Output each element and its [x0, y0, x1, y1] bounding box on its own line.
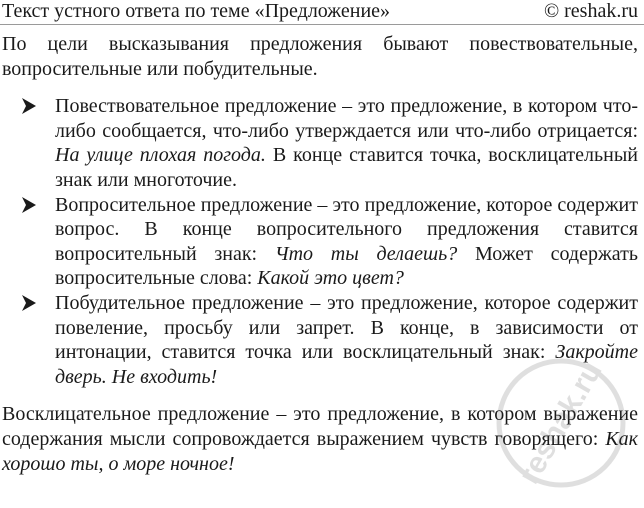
- outro-example: Как хорошо ты, о море ночное!: [2, 427, 638, 475]
- item-text-continued: В конце ставится точка, восклицательный знак или многоточие.: [55, 144, 638, 191]
- item-text: Побудительное предложение – это предложение, которое содержит повеление, просьбу или запрет. В конце, в зависимости от интонации, ставится точка или восклицательный знак:: [55, 291, 638, 364]
- header-divider: [0, 24, 644, 25]
- page-title: Текст устного ответа по теме «Предложение»: [2, 0, 391, 22]
- item-text: Повествовательное предложение – это предложение, в котором что-либо сообщается, что-либо утверждается или что-либо отрицается:: [55, 95, 638, 142]
- outro-text: Восклицательное предложение – это предложение, в котором выражение содержания мысли сопровождается выражением чувств говорящего:: [2, 403, 638, 450]
- item-example-2: Какой это цвет?: [257, 267, 404, 290]
- arrow-bullet-icon: [21, 293, 37, 313]
- item-text: Вопросительное предложение – это предложение, которое содержит вопрос. В конце вопросительного предложения ставится вопросительный знак:: [55, 193, 638, 265]
- list-item: [2, 94, 638, 192]
- list-item: [2, 193, 638, 291]
- arrow-bullet-icon: [21, 96, 37, 116]
- outro-paragraph: [2, 402, 638, 476]
- item-example: На улице плохая погода.: [55, 144, 266, 167]
- answer-text: [2, 32, 638, 476]
- site-copyright: © reshak.ru: [543, 0, 638, 22]
- item-example: Закройте дверь. Не входить!: [55, 341, 638, 388]
- intro-paragraph: По цели высказывания предложения бывают повествовательные, вопросительные или побудительные.: [2, 33, 638, 80]
- page-header: [2, 0, 638, 26]
- item-example: Что ты делаешь?: [274, 242, 458, 265]
- sentence-types-list: [2, 94, 638, 389]
- watermark-text: reshak.ru: [512, 356, 609, 490]
- list-item: [2, 291, 638, 389]
- item-text-continued: Может содержать вопросительные слова:: [55, 242, 638, 290]
- arrow-bullet-icon: [21, 195, 37, 215]
